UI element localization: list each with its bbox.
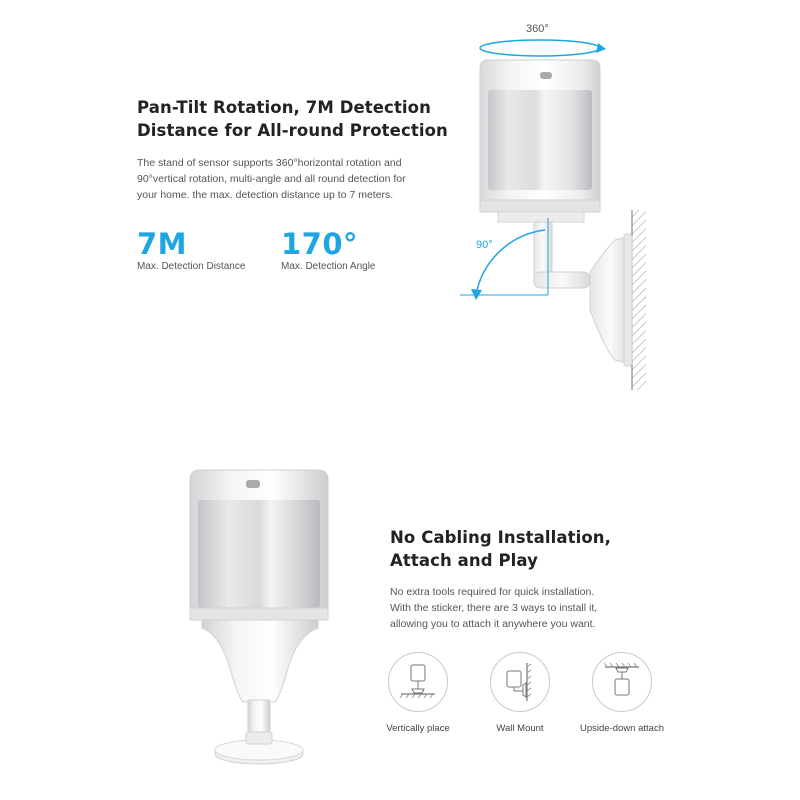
- section2-title-line2: Attach and Play: [390, 551, 539, 570]
- section1-description: [137, 155, 437, 203]
- stat-label: Max. Detection Distance: [137, 261, 246, 272]
- method-vertically-place: [373, 652, 463, 734]
- stat-label: Max. Detection Angle: [281, 261, 376, 272]
- method-label: Upside-down attach: [580, 723, 664, 734]
- sensor-standing-image: [180, 462, 350, 792]
- vertical-place-icon: [388, 652, 448, 712]
- section1-desc-line2: 90°vertical rotation, multi-angle and all round detection for: [137, 173, 406, 185]
- method-label: Vertically place: [386, 723, 450, 734]
- rotation-90-label: 90°: [476, 239, 493, 251]
- section1-desc-line3: your home. the max. detection distance up to 7 meters.: [137, 189, 394, 201]
- stat-detection-distance: [137, 228, 245, 274]
- stat-detection-angle: [281, 228, 376, 274]
- section2-title: [390, 526, 611, 572]
- rotation-360-label: 360°: [526, 23, 549, 35]
- section1-title-line1: Pan-Tilt Rotation, 7M Detection: [137, 98, 431, 117]
- section1-desc-line1: The stand of sensor supports 360°horizontal rotation and: [137, 157, 402, 169]
- method-wall-mount: [475, 652, 565, 734]
- section1-title: [137, 96, 448, 142]
- stat-value: 7M: [137, 227, 188, 261]
- upside-down-icon: [592, 652, 652, 712]
- section2-desc-line3: allowing you to attach it anywhere you want.: [390, 618, 596, 630]
- stat-value: 170°: [281, 227, 359, 261]
- wall-mount-icon: [490, 652, 550, 712]
- section2-description: [390, 584, 690, 632]
- section1-title-line2: Distance for All-round Protection: [137, 121, 448, 140]
- section2-desc-line2: With the sticker, there are 3 ways to install it,: [390, 602, 598, 614]
- section2-desc-line1: No extra tools required for quick installation.: [390, 586, 595, 598]
- method-label: Wall Mount: [496, 723, 544, 734]
- method-upside-down-attach: [577, 652, 667, 734]
- section2-title-line1: No Cabling Installation,: [390, 528, 612, 547]
- sensor-wall-mount-image: [440, 10, 670, 390]
